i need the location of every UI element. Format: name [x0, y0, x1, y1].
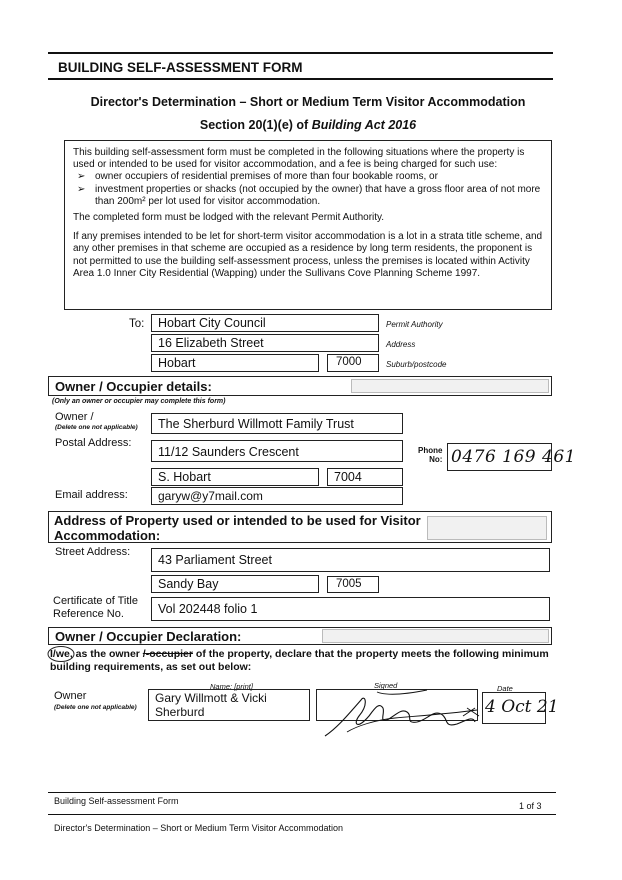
- phone-value: 0476 169 461: [451, 447, 576, 467]
- declaration-text-a: as the owner: [72, 648, 143, 660]
- phone-label-line1: Phone: [418, 446, 443, 455]
- act-name: Building Act 2016: [311, 118, 417, 132]
- email-value: garyw@y7mail.com: [158, 489, 263, 503]
- authority-postcode-value: 7000: [336, 356, 362, 368]
- top-rule: [48, 52, 553, 54]
- authority-address-value: 16 Elizabeth Street: [158, 336, 264, 350]
- owner-only-note: (Only an owner or occupier may complete this form): [52, 398, 226, 405]
- intro-paragraph-1: This building self-assessment form must be completed in the following situations where the property is used or intended to be used for visitor accommodation, and a fee is being charged for such use:: [73, 147, 525, 171]
- authority-suburb-value: Hobart: [158, 356, 196, 370]
- section-prefix: Section 20(1)(e) of: [199, 118, 312, 132]
- property-suburb-field[interactable]: [151, 575, 319, 593]
- property-heading: Address of Property used or intended to be used for Visitor Accommodation:: [54, 513, 421, 543]
- name-print-label: Name: [print]: [210, 682, 253, 691]
- signed-label: Signed: [374, 681, 398, 690]
- intro-paragraph-3: If any premises intended to be let for short-term visitor accommodation is a lot in a strata title scheme, and any other premises in that scheme are occupied as a residence by long term residents, the proponent is not permitted to use the building self-assessment process, unless the premises is located within Activity Area 1.0 Inner City Residential (Wapping) under the Sullivans Cove Planning Scheme 1997.: [73, 231, 543, 279]
- declarant-name-field[interactable]: [148, 689, 310, 721]
- intro-bullet-2: [73, 184, 545, 208]
- date-field[interactable]: [482, 692, 559, 724]
- owner-suburb-value: S. Hobart: [158, 470, 211, 484]
- declaration-text-b: of the property, declare that the property meets the following minimum building requirements, as set out below:: [50, 648, 549, 673]
- address-label: Address: [386, 340, 416, 349]
- footer-rule-2: [48, 814, 556, 815]
- phone-label-line2: No:: [429, 455, 443, 465]
- title-label-line2: Reference No.: [53, 607, 124, 620]
- authority-postcode-field[interactable]: [327, 354, 379, 372]
- phone-field[interactable]: [447, 443, 576, 471]
- footer-form-name: Building Self-assessment Form: [54, 796, 179, 806]
- intro-paragraph-2: The completed form must be lodged with the relevant Permit Authority.: [73, 211, 385, 223]
- owner-label: Owner /: [55, 411, 94, 423]
- arrow-bullet-icon: ➢: [77, 183, 86, 195]
- owner-name-field[interactable]: [151, 413, 403, 434]
- signature-field[interactable]: [316, 689, 478, 721]
- declaration-heading: Owner / Occupier Declaration:: [55, 629, 242, 644]
- bullet-text: investment properties or shacks (not occupied by the owner) that have a gross floor area of not more than 200m² per lot used for visitor accommodation.: [95, 183, 541, 207]
- shaded-cell: [351, 379, 549, 393]
- declaration-statement: [50, 648, 555, 673]
- shaded-cell: [322, 629, 549, 643]
- property-suburb-value: Sandy Bay: [158, 577, 219, 591]
- permit-authority-label: Permit Authority: [386, 320, 443, 329]
- title-reference-label: [53, 595, 138, 620]
- we-text: I/we,: [50, 648, 73, 660]
- signature-icon: [317, 686, 497, 744]
- postal-address-value: 11/12 Saunders Crescent: [158, 445, 299, 459]
- occupier-struck: /-occupier: [142, 648, 193, 660]
- owner-details-heading: Owner / Occupier details:: [55, 379, 212, 394]
- declaration-header: [48, 627, 552, 645]
- owner-details-header: [48, 376, 552, 396]
- permit-authority-value: Hobart City Council: [158, 316, 266, 330]
- postal-address-field[interactable]: [151, 440, 403, 462]
- email-label: Email address:: [55, 489, 128, 501]
- declaration-owner-label: Owner: [54, 690, 87, 702]
- property-postcode-field[interactable]: [327, 576, 379, 593]
- title-rule: [48, 78, 553, 80]
- email-field[interactable]: [151, 487, 403, 505]
- date-label: Date: [497, 684, 513, 693]
- permit-authority-field[interactable]: [151, 314, 379, 332]
- subtitle: Director's Determination – Short or Medium Term Visitor Accommodation: [90, 95, 526, 109]
- authority-suburb-field[interactable]: [151, 354, 319, 372]
- owner-suburb-field[interactable]: [151, 468, 319, 486]
- owner-postcode-field[interactable]: [327, 468, 403, 486]
- section-reference: [48, 118, 568, 132]
- footer-determination: Director's Determination – Short or Medium Term Visitor Accommodation: [54, 823, 343, 833]
- footer-rule: [48, 792, 556, 793]
- street-address-value: 43 Parliament Street: [158, 553, 272, 567]
- form-title: BUILDING SELF-ASSESSMENT FORM: [58, 60, 303, 75]
- shaded-cell: [427, 516, 547, 540]
- declarant-name-value: Gary Willmott & Vicki Sherburd: [155, 691, 267, 719]
- arrow-bullet-icon: ➢: [77, 171, 86, 183]
- title-reference-field[interactable]: [151, 597, 550, 621]
- authority-address-field[interactable]: [151, 334, 379, 352]
- property-postcode-value: 7005: [336, 578, 362, 590]
- page-number: 1 of 3: [519, 801, 542, 811]
- declaration-delete-note: (Delete one not applicable): [54, 704, 137, 711]
- declarant-term: [50, 648, 73, 661]
- street-address-label: Street Address:: [55, 546, 131, 558]
- suburb-postcode-label: Suburb/postcode: [386, 360, 447, 369]
- to-label: To:: [129, 318, 145, 330]
- title-label-line1: Certificate of Title: [53, 595, 138, 607]
- owner-postcode-value: 7004: [334, 470, 362, 484]
- intro-box: [64, 140, 552, 310]
- circle-mark-icon: [46, 645, 76, 663]
- date-value: 4 Oct 21: [485, 697, 559, 717]
- bullet-text: owner occupiers of residential premises of more than four bookable rooms, or: [95, 171, 438, 183]
- title-reference-value: Vol 202448 folio 1: [158, 602, 258, 616]
- phone-label: [418, 446, 442, 464]
- postal-address-label: Postal Address:: [55, 437, 132, 449]
- intro-bullet-1: [73, 171, 545, 183]
- street-address-field[interactable]: [151, 548, 550, 572]
- owner-delete-note: (Delete one not applicable): [55, 424, 138, 431]
- owner-name-value: The Sherburd Willmott Family Trust: [158, 417, 354, 431]
- property-header: [48, 511, 552, 543]
